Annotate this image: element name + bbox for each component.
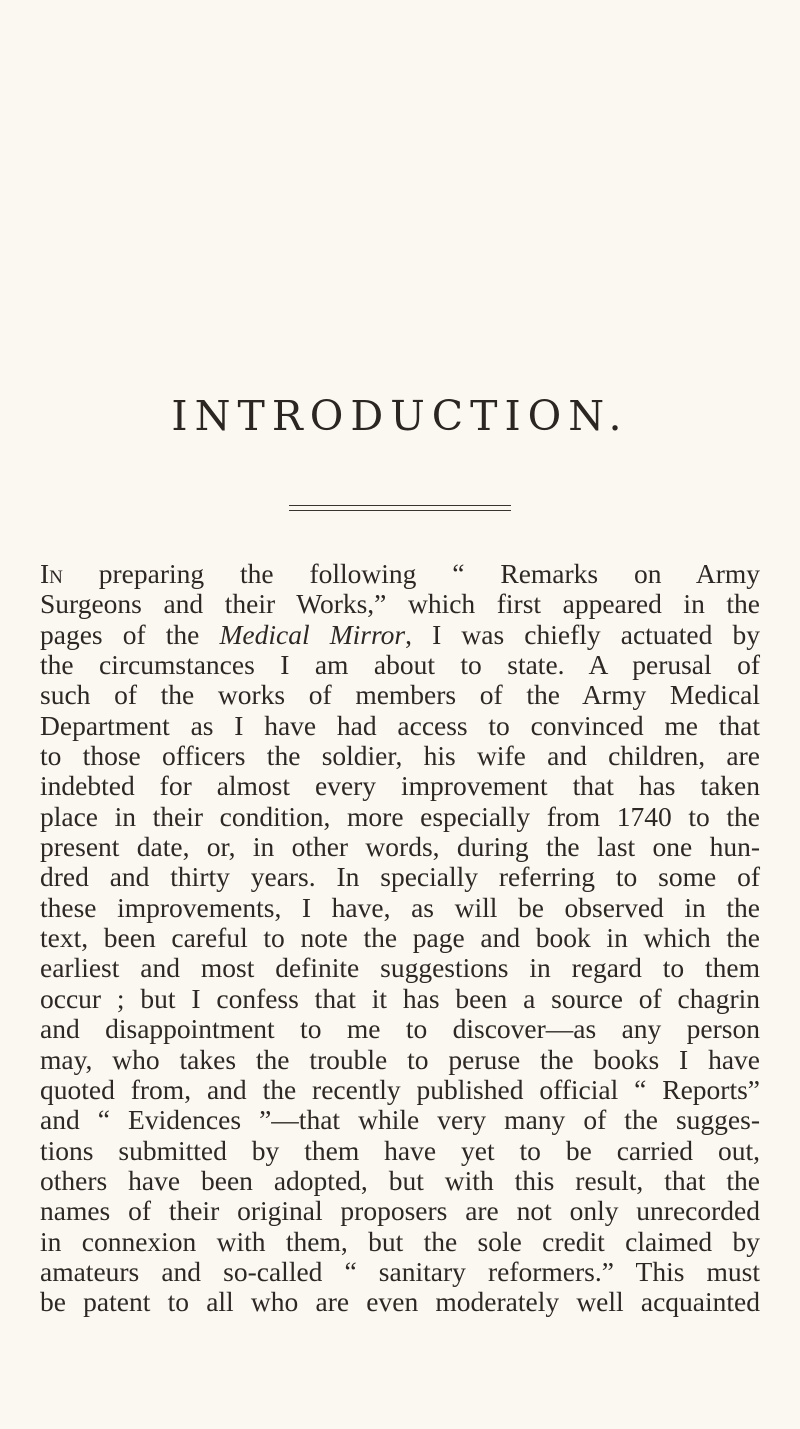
text-line: Department as I have had access to convinced me that — [40, 709, 760, 741]
text-line: occur ; but I confess that it has been a source of chagrin — [40, 982, 760, 1014]
title-rule-upper — [289, 505, 511, 506]
text-line: indebted for almost every improvement that has taken — [40, 770, 760, 802]
text-line: text, been careful to note the page and book in which the — [40, 922, 760, 954]
text-line: others have been adopted, but with this result, that the — [40, 1164, 760, 1196]
text-line-content: pages of the — [40, 618, 220, 650]
text-line: Surgeons and their Works,” which first appeared in the — [40, 588, 760, 620]
text-line: quoted from, and the recently published official “ Reports” — [40, 1073, 760, 1105]
text-line-content: preparing the following “ Remarks on Army — [62, 558, 760, 589]
introduction-paragraph — [40, 559, 760, 1318]
text-line: the circumstances I am about to state. A perusal of — [40, 649, 760, 681]
drop-word: In — [40, 558, 63, 589]
text-line: in connexion with them, but the sole credit claimed by — [40, 1225, 760, 1257]
text-line: and “ Evidences ”—that while very many of the sugges- — [40, 1104, 760, 1136]
text-line: present date, or, in other words, during the last one hun- — [40, 831, 760, 863]
journal-title: Medical Mirror — [219, 618, 406, 650]
text-line: be patent to all who are even moderately well acquainted — [40, 1286, 760, 1318]
text-line: tions submitted by them have yet to be carried out, — [40, 1134, 760, 1166]
text-line: may, who takes the trouble to peruse the books I have — [40, 1043, 760, 1075]
page-title: INTRODUCTION. — [171, 392, 629, 440]
text-line: names of their original proposers are not only unrecorded — [40, 1195, 760, 1227]
text-line: earliest and most definite suggestions in regard to them — [40, 952, 760, 984]
text-line: such of the works of members of the Army Medical — [40, 679, 760, 711]
text-line: amateurs and so-called “ sanitary reformers.” This must — [40, 1255, 760, 1287]
text-line: these improvements, I have, as will be observed in the — [40, 891, 760, 923]
text-line-content: , I was chiefly actuated by — [405, 618, 760, 650]
text-line: dred and thirty years. In specially referring to some of — [40, 861, 760, 893]
title-rule-lower — [289, 510, 511, 511]
text-line — [40, 559, 760, 589]
text-line: to those officers the soldier, his wife and children, are — [40, 740, 760, 772]
text-line: place in their condition, more especially from 1740 to the — [40, 800, 760, 832]
text-line — [40, 620, 760, 650]
text-line: and disappointment to me to discover—as any person — [40, 1013, 760, 1045]
